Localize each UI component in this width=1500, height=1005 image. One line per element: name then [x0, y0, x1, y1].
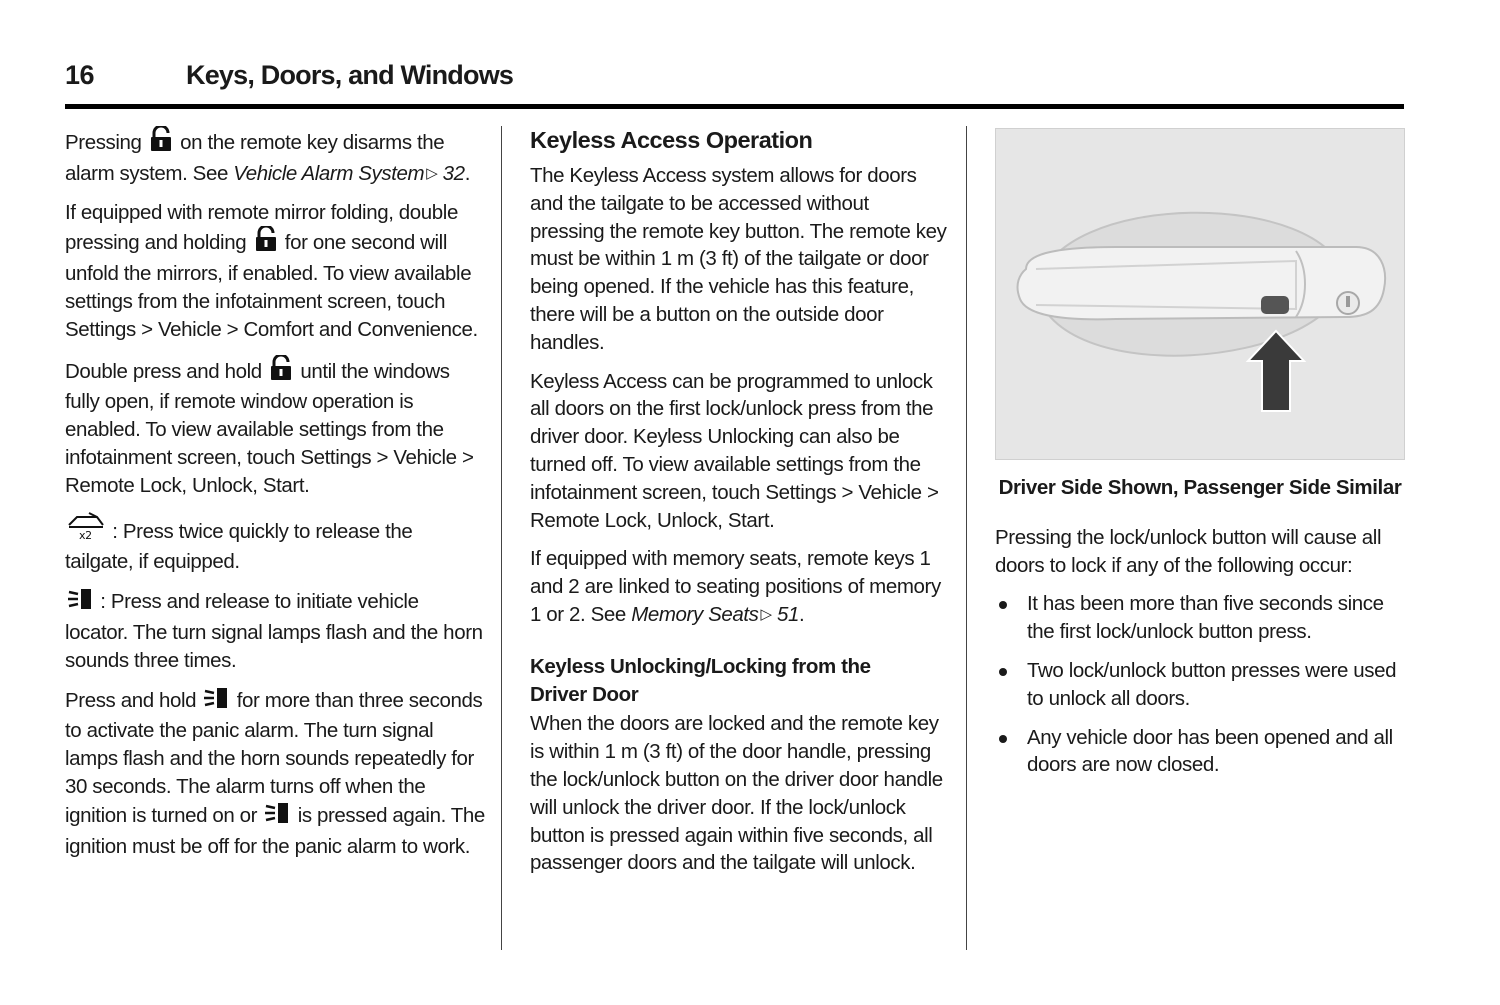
bullet-list: [995, 590, 1405, 779]
paragraph: x2 : Press twice quickly to release the tailgate, if equipped.: [65, 511, 485, 577]
door-handle-drawing: [996, 129, 1404, 459]
column-right: [995, 126, 1405, 790]
unlock-key-icon: [149, 126, 173, 160]
paragraph: If equipped with remote mirror folding, double pressing and holding for one second will unfold the mirrors, if enabled. To view available settings from the infotainment screen, touch Settings > Vehicle > Comfort and Convenience.: [65, 200, 478, 341]
page-number: 16: [65, 60, 95, 90]
paragraph: When the doors are locked and the remote key is within 1 m (3 ft) of the door handle, pressing the lock/unlock button on the driver door handle will unlock the driver door. If the lock/unlock button is pressed again within five seconds, all passenger doors and the tailgate will unlock.: [530, 712, 943, 875]
reference-arrow-icon: ▷: [426, 164, 438, 182]
vehicle-locator-icon: [203, 686, 229, 718]
list-item: It has been more than five seconds since the first lock/unlock button press.: [995, 590, 1405, 646]
column-left: [65, 126, 485, 871]
vehicle-locator-icon: [67, 587, 93, 619]
section-heading: Keyless Access Operation: [530, 127, 813, 153]
tailgate-x2-icon: [67, 511, 105, 549]
unlock-key-icon: [269, 355, 293, 389]
unlock-key-icon: [254, 226, 278, 260]
paragraph: Press and hold for more than three seconds to activate the panic alarm. The turn signal lamps flash and the horn sounds repeatedly for 30 seconds. The alarm turns off when the ignition is turned on or is pressed again. The ignition must be off for the panic alarm to work.: [65, 686, 485, 861]
cross-reference-link[interactable]: Memory Seats ▷: [631, 603, 772, 626]
subsection-heading: Keyless Unlocking/Locking from the Driver Door: [530, 654, 871, 706]
section-title: Keys, Doors, and Windows: [186, 60, 514, 90]
page-header: [65, 58, 1404, 109]
list-item: Two lock/unlock button presses were used to unlock all doors.: [995, 657, 1405, 713]
cross-reference-link[interactable]: Vehicle Alarm System ▷: [233, 162, 437, 185]
reference-arrow-icon: ▷: [760, 605, 772, 623]
paragraph: Pressing on the remote key disarms the alarm system. See Vehicle Alarm System ▷ 32.: [65, 126, 485, 188]
column-divider: [966, 126, 967, 950]
paragraph: Double press and hold until the windows fully open, if remote window operation is enabled. To view available settings from the infotainment screen, touch Settings > Vehicle > Remote Lock, Unlock, Start.: [65, 355, 485, 500]
paragraph: The Keyless Access system allows for doors and the tailgate to be accessed without pressing the remote key button. The remote key must be within 1 m (3 ft) of the tailgate or door being opened. If the vehicle has this feature, there will be a button on the outside door handles.: [530, 164, 947, 354]
svg-text:x2: x2: [79, 528, 92, 541]
door-handle-illustration: [995, 128, 1405, 460]
column-middle: [530, 126, 948, 888]
column-divider: [501, 126, 502, 950]
list-item: Any vehicle door has been opened and all doors are now closed.: [995, 724, 1405, 780]
paragraph: Keyless Access can be programmed to unlock all doors on the first lock/unlock press from the driver door. Keyless Unlocking can also be turned off. To view available settings from the infotainment screen, touch Settings > Vehicle > Remote Lock, Unlock, Start.: [530, 369, 939, 532]
paragraph: Pressing the lock/unlock button will cause all doors to lock if any of the following occur:: [995, 525, 1382, 577]
paragraph: : Press and release to initiate vehicle locator. The turn signal lamps flash and the horn sounds three times.: [65, 587, 485, 674]
figure-caption: Driver Side Shown, Passenger Side Similar: [998, 476, 1402, 499]
paragraph: If equipped with memory seats, remote keys 1 and 2 are linked to seating positions of memory 1 or 2. See Memory Seats ▷ 51.: [530, 545, 948, 628]
vehicle-locator-icon: [264, 801, 290, 833]
